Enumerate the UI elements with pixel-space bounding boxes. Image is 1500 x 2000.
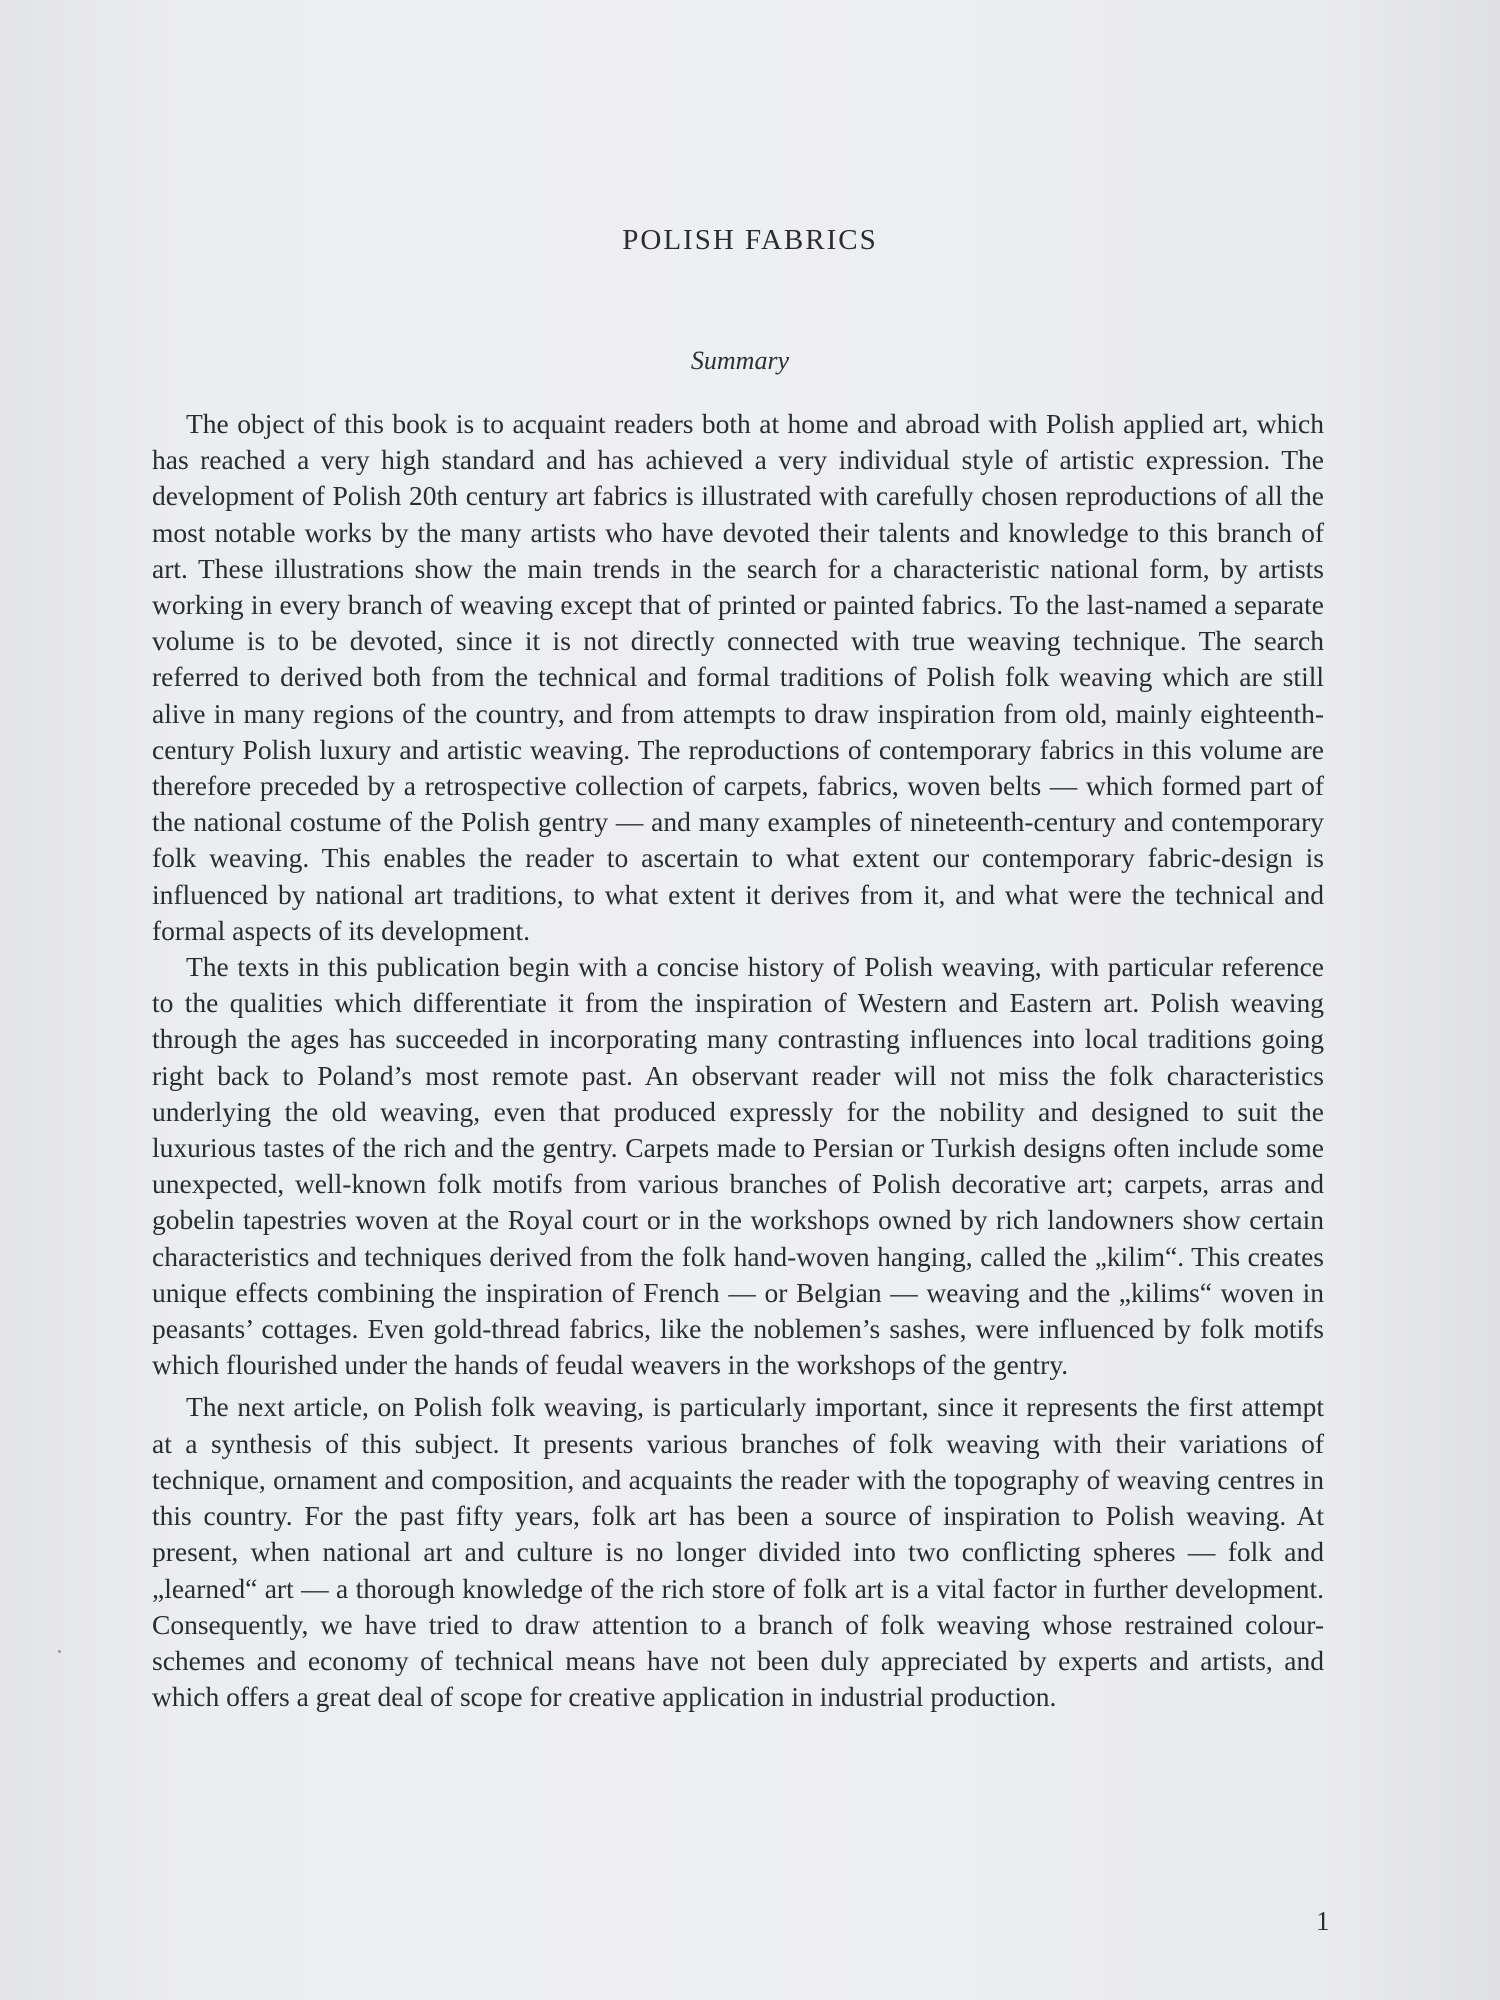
paper-speck [58, 1650, 61, 1653]
body-text [152, 406, 1324, 1715]
page-number: 1 [1316, 1906, 1330, 1936]
paragraph-3: The next article, on Polish folk weaving, is particularly important, since it represents the first attempt at a synthesis of this subject. It presents various branches of folk weaving with their variations of technique, ornament and composition, and acquaints the reader with the topography of weaving centres in this country. For the past fifty years, folk art has been a source of inspiration to Polish weaving. At present, when national art and culture is no longer divided into two conflicting spheres — folk and „learned“ art — a thorough knowledge of the rich store of folk art is a vital factor in further development. Consequently, we have tried to draw attention to a branch of folk weaving whose restrained colour-schemes and economy of technical means have not been duly appreciated by experts and artists, and which offers a great deal of scope for creative application in industrial production. [152, 1391, 1324, 1713]
paragraph-1: The object of this book is to acquaint readers both at home and abroad with Polish applied art, which has reached a very high standard and has achieved a very individual style of artistic expression. The development of Polish 20th century art fabrics is illustrated with carefully chosen reproductions of all the most notable works by the many artists who have devoted their talents and knowledge to this branch of art. These illustrations show the main trends in the search for a characteristic national form, by artists working in every branch of weaving except that of printed or painted fabrics. To the last-named a separate volume is to be devoted, since it is not directly connected with true weaving technique. The search referred to derived both from the technical and formal traditions of Polish folk weaving which are still alive in many regions of the country, and from attempts to draw inspiration from old, mainly eighteenth-century Polish luxury and artistic weaving. The reproductions of contemporary fabrics in this volume are therefore preceded by a retrospective collection of carpets, fabrics, woven belts — which formed part of the national costume of the Polish gentry — and many examples of nineteenth-century and contemporary folk weaving. This enables the reader to ascertain to what extent our contemporary fabric-design is influenced by national art traditions, to what extent it derives from it, and what were the technical and formal aspects of its development. [152, 408, 1324, 946]
page-title: POLISH FABRICS [622, 224, 878, 256]
section-subtitle: Summary [690, 346, 790, 375]
paragraph-2: The texts in this publication begin with a concise history of Polish weaving, with particular reference to the qualities which differentiate it from the inspiration of Western and Eastern art. Polish weaving through the ages has succeeded in incorporating many contrasting influences into local traditions going right back to Poland’s most remote past. An observant reader will not miss the folk characteristics underlying the old weaving, even that produced expressly for the nobility and designed to suit the luxurious tastes of the rich and the gentry. Carpets made to Persian or Turkish designs often include some unexpected, well-known folk motifs from various branches of Polish decorative art; carpets, arras and gobelin tapestries woven at the Royal court or in the workshops owned by rich landowners show certain characteristics and techniques derived from the folk hand-woven hanging, called the „kilim“. This creates unique effects combining the inspiration of French — or Belgian — weaving and the „kilims“ woven in peasants’ cottages. Even gold-thread fabrics, like the noblemen’s sashes, were influenced by folk motifs which flourished under the hands of feudal weavers in the workshops of the gentry. [152, 951, 1324, 1381]
